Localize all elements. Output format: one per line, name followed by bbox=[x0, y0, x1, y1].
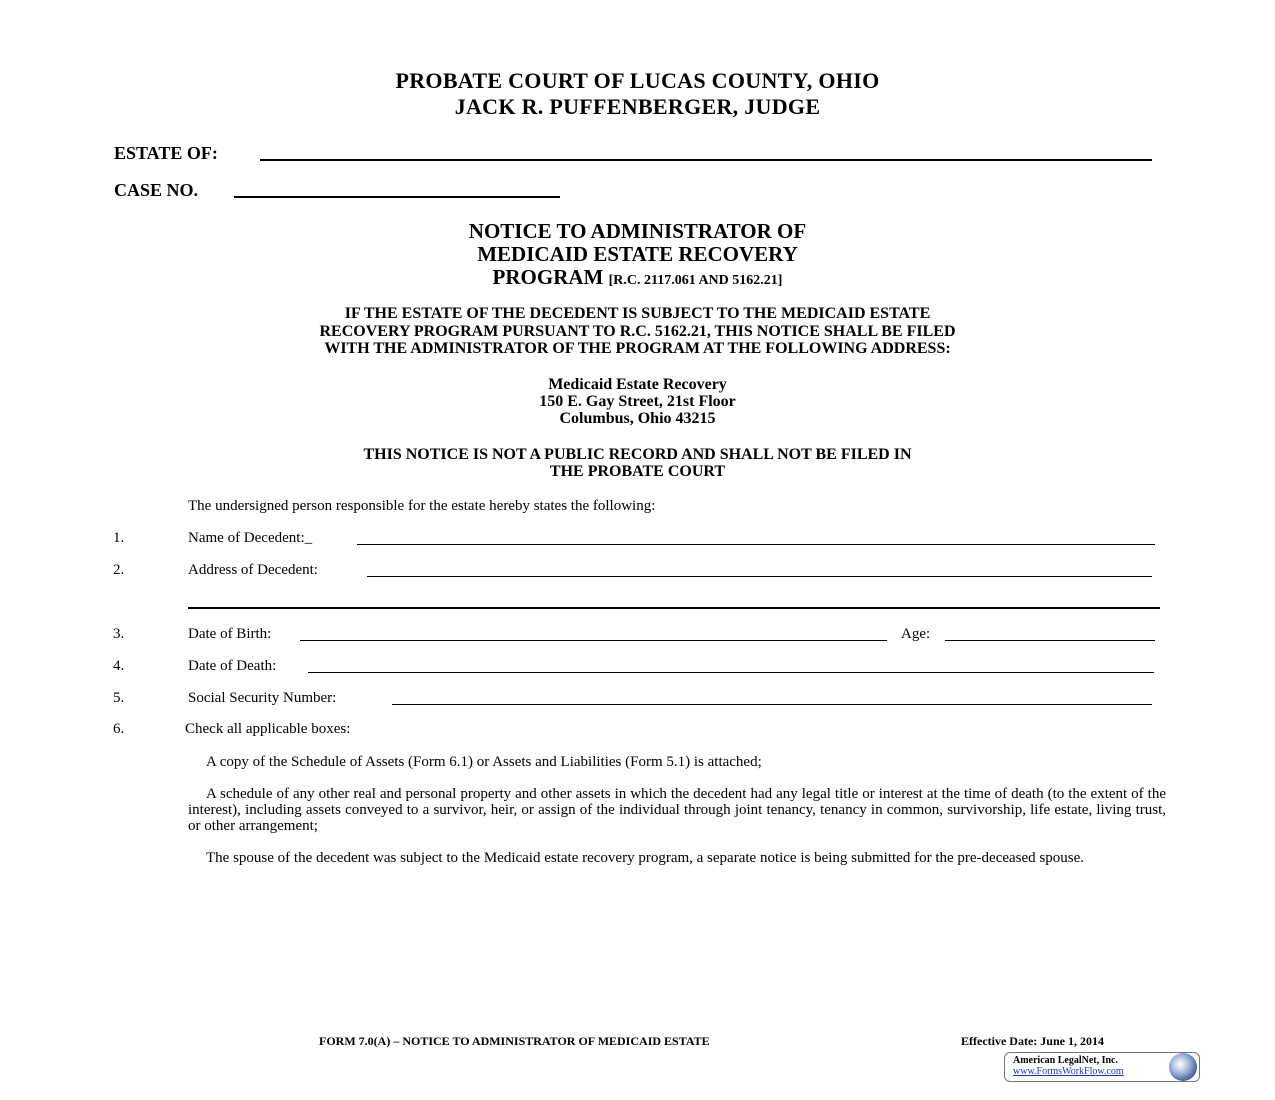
item-number: 3. bbox=[113, 626, 125, 642]
date-of-birth-label: Date of Birth: bbox=[188, 626, 272, 642]
checkbox-schedule-of-assets[interactable]: A copy of the Schedule of Assets (Form 6.1) or Assets and Liabilities (Form 5.1) is attached; bbox=[206, 754, 762, 770]
notice-line-1: THIS NOTICE IS NOT A PUBLIC RECORD AND SHALL NOT BE FILED IN bbox=[363, 446, 912, 463]
address-of-decedent-field[interactable] bbox=[367, 576, 1152, 577]
age-field[interactable] bbox=[945, 640, 1155, 641]
title-line-2: MEDICAID ESTATE RECOVERY bbox=[477, 242, 798, 266]
intro-text: The undersigned person responsible for the estate hereby states the following: bbox=[188, 498, 656, 514]
title-line-3 bbox=[0, 266, 1275, 292]
age-label: Age: bbox=[901, 626, 931, 642]
item-number: 4. bbox=[113, 658, 125, 674]
checkbox-other-property[interactable]: A schedule of any other real and personal property and other assets in which the decedent had any legal title or interest at the time of death (to the extent of the interest), including assets conveyed to a survivor, heir, or assign of the individual through joint tenancy, tenancy in common, survivorship, life estate, living trust, or other arrangement; bbox=[188, 786, 1166, 834]
item-number: 5. bbox=[113, 690, 125, 706]
address-of-decedent-label: Address of Decedent: bbox=[188, 562, 318, 578]
instructions-line-3: WITH THE ADMINISTRATOR OF THE PROGRAM AT THE FOLLOWING ADDRESS: bbox=[324, 340, 951, 357]
item-number: 6. bbox=[113, 721, 125, 737]
logo-company-name: American LegalNet, Inc. bbox=[1013, 1055, 1118, 1066]
notice-line-2: THE PROBATE COURT bbox=[549, 463, 726, 480]
case-number-field[interactable] bbox=[234, 196, 560, 198]
name-of-decedent-label: Name of Decedent:_ bbox=[188, 530, 313, 546]
address-line-1: Medicaid Estate Recovery bbox=[548, 376, 727, 393]
address-of-decedent-field-line-2[interactable] bbox=[188, 607, 1160, 609]
logo-url-link[interactable]: www.FormsWorkFlow.com bbox=[1013, 1066, 1124, 1077]
judge-name: JACK R. PUFFENBERGER, JUDGE bbox=[454, 94, 821, 119]
american-legalnet-logo bbox=[1004, 1052, 1200, 1082]
date-of-death-label: Date of Death: bbox=[188, 658, 277, 674]
case-label: CASE NO. bbox=[114, 180, 199, 200]
title-line-1: NOTICE TO ADMINISTRATOR OF bbox=[468, 219, 807, 243]
check-boxes-label: Check all applicable boxes: bbox=[185, 721, 351, 737]
item-number: 2. bbox=[113, 562, 125, 578]
name-of-decedent-field[interactable] bbox=[357, 544, 1155, 545]
globe-icon bbox=[1169, 1053, 1197, 1081]
court-name: PROBATE COURT OF LUCAS COUNTY, OHIO bbox=[395, 68, 880, 93]
date-of-birth-field[interactable] bbox=[300, 640, 887, 641]
effective-date: Effective Date: June 1, 2014 bbox=[961, 1034, 1104, 1048]
instructions-line-1: IF THE ESTATE OF THE DECEDENT IS SUBJECT TO THE MEDICAID ESTATE bbox=[344, 305, 931, 322]
form-footer: FORM 7.0(A) – NOTICE TO ADMINISTRATOR OF MEDICAID ESTATE bbox=[319, 1034, 710, 1048]
checkbox-spouse[interactable]: The spouse of the decedent was subject to the Medicaid estate recovery program, a separate notice is being submitted for the pre-deceased spouse. bbox=[206, 850, 1085, 866]
estate-label: ESTATE OF: bbox=[114, 143, 218, 163]
address-line-3: Columbus, Ohio 43215 bbox=[559, 410, 716, 427]
item-number: 1. bbox=[113, 530, 125, 546]
date-of-death-field[interactable] bbox=[308, 672, 1154, 673]
instructions-line-2: RECOVERY PROGRAM PURSUANT TO R.C. 5162.21, THIS NOTICE SHALL BE FILED bbox=[319, 323, 956, 340]
title-citation: [R.C. 2117.061 AND 5162.21] bbox=[608, 273, 783, 288]
ssn-label: Social Security Number: bbox=[188, 690, 337, 706]
estate-field[interactable] bbox=[260, 159, 1152, 161]
address-line-2: 150 E. Gay Street, 21st Floor bbox=[539, 393, 736, 410]
ssn-field[interactable] bbox=[392, 704, 1152, 705]
title-program: PROGRAM bbox=[492, 265, 604, 289]
